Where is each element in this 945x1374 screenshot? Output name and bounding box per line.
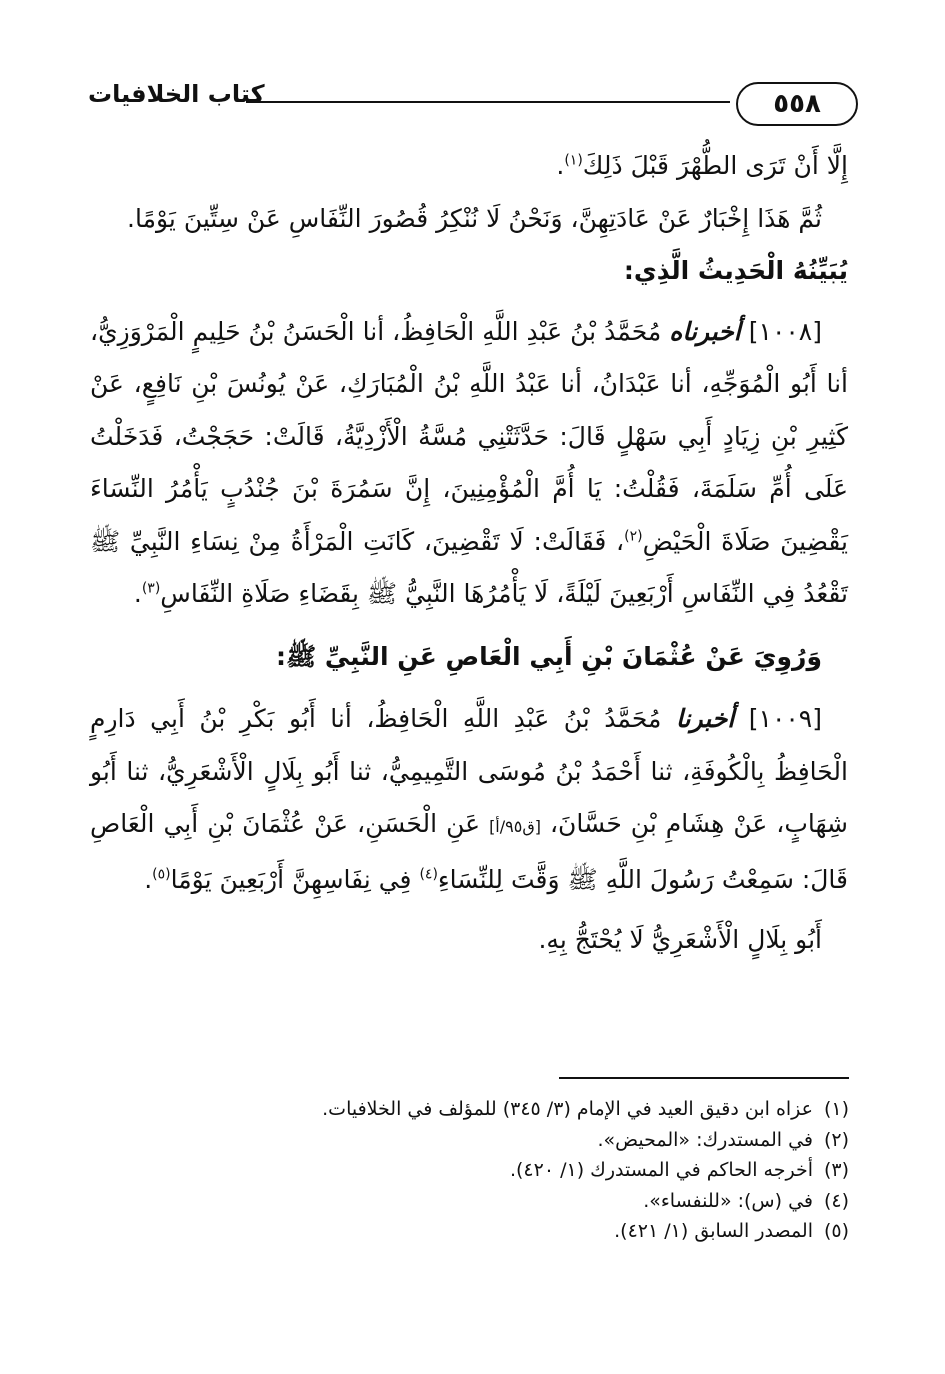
manuscript-marker: [ق٩٥/أ] [489, 817, 541, 836]
hadith-number: [١٠٠٨] [748, 316, 822, 346]
footnote-item: (٢)في المستدرك: «المحيض». [597, 1128, 849, 1151]
footnote-ref-1: (١) [564, 152, 583, 169]
section-heading-2: وَرُوِيَ عَنْ عُثْمَانَ بْنِ أَبِي الْعَاصِ عَنِ النَّبِيِّ ﷺ: [275, 641, 822, 671]
page-number-badge [736, 82, 858, 126]
hadith-lead-word: أخبرنا [675, 704, 735, 733]
footnote-ref-5: (٥) [152, 866, 171, 883]
footnote-item: (٣)أخرجه الحاكم في المستدرك (١/ ٤٢٠). [509, 1159, 849, 1181]
page-number: ٥٥٨ [773, 89, 821, 119]
main-text [90, 140, 848, 967]
page-header [88, 78, 858, 128]
footnote-ref-2: (٢) [624, 528, 643, 545]
footnote-rule [559, 1077, 849, 1079]
hadith-1008: [١٠٠٨] أخبرناه مُحَمَّدُ بْنُ عَبْدِ اللَّهِ الْحَافِظُ، أنا الْحَسَنُ بْنُ حَلِيمٍ الْمَرْوَزِيُّ، أنا أَبُو الْمُوَجِّهِ، أنا عَبْدَانُ، أنا عَبْدُ اللَّهِ بْنُ الْمُبَارَكِ، عَنْ يُونُسَ بْنِ نَافِعٍ، عَنْ كَثِيرِ بْنِ زِيَادٍ أَبِي سَهْلٍ قَالَ: حَدَّثَتْنِي مُسَّةُ الْأَزْدِيَّةُ، قَالَتْ: حَجَجْتُ، فَدَخَلْتُ عَلَى أُمِّ سَلَمَةَ، فَقُلْتُ: يَا أُمَّ الْمُؤْمِنِينَ، إِنَّ سَمُرَةَ بْنَ جُنْدُبٍ يَأْمُرُ النِّسَاءَ يَقْضِينَ صَلَاةَ الْحَيْضِ$^{(٢)}$، فَقَالَتْ: لَا تَقْضِينَ، كَانَتِ الْمَرْأَةُ مِنْ نِسَاءِ النَّبِيِّ ﷺ تَقْعُدُ فِي النِّفَاسِ أَرْبَعِينَ لَيْلَةً، لَا يَأْمُرُهَا النَّبِيُّ ﷺ بِقَضَاءِ صَلَاةِ النِّفَاسِ$^{(٣)}$. [90, 316, 848, 608]
hadith-lead-word: أخبرناه [669, 316, 741, 346]
hadith-1009: [١٠٠٩] أخبرنا مُحَمَّدُ بْنُ عَبْدِ اللَّهِ الْحَافِظُ، أنا أَبُو بَكْرِ بْنُ أَبِي دَارِمٍ الْحَافِظُ بِالْكُوفَةِ، ثنا أَحْمَدُ بْنُ مُوسَى التَّمِيمِيُّ، ثنا أَبُو بِلَالٍ الْأَشْعَرِيُّ، ثنا أَبُو شِهَابٍ، عَنْ هِشَامِ بْنِ حَسَّانَ، [ق٩٥/أ] عَنِ الْحَسَنِ، عَنْ عُثْمَانَ بْنِ أَبِي الْعَاصِ قَالَ: سَمِعْتُ رَسُولَ اللَّهِ ﷺ وَقَّتَ لِلنِّسَاءِ$^{(٤)}$ فِي نِفَاسِهِنَّ أَرْبَعِينَ يَوْمًا$^{(٥)}$. [90, 704, 848, 894]
section-heading-1: يُبَيِّنُهُ الْحَدِيثُ الَّذِي: [623, 256, 848, 285]
footnote-item: (١)عزاه ابن دقيق العيد في الإمام (٣/ ٣٤٥) للمؤلف في الخلافيات. [322, 1098, 849, 1120]
footnote-item: (٤)في (س): «للنفساء». [643, 1189, 849, 1212]
footnote-item: (٥)المصدر السابق (١/ ٤٢١). [614, 1220, 849, 1242]
hadith-number: [١٠٠٩] [748, 704, 822, 733]
footnote-ref-4: (٤) [419, 866, 438, 883]
paragraph-2: ثُمَّ هَذَا إِخْبَارٌ عَنْ عَادَتِهِنَّ، وَنَحْنُ لَا نُنْكِرُ قُصُورَ النِّفَاسِ عَنْ سِتِّينَ يَوْمًا. [127, 203, 822, 233]
footnote-ref-3: (٣) [141, 580, 161, 597]
header-rule [246, 101, 730, 103]
running-book-title: كتاب الخلافيات [88, 80, 265, 108]
footnotes [97, 1094, 849, 1247]
closing-remark: أَبُو بِلَالٍ الْأَشْعَرِيُّ لَا يُحْتَجُّ بِهِ. [538, 925, 822, 954]
text-line-1: إِلَّا أَنْ تَرَى الطُّهْرَ قَبْلَ ذَلِكَ$^{(١)}$. [556, 151, 848, 180]
